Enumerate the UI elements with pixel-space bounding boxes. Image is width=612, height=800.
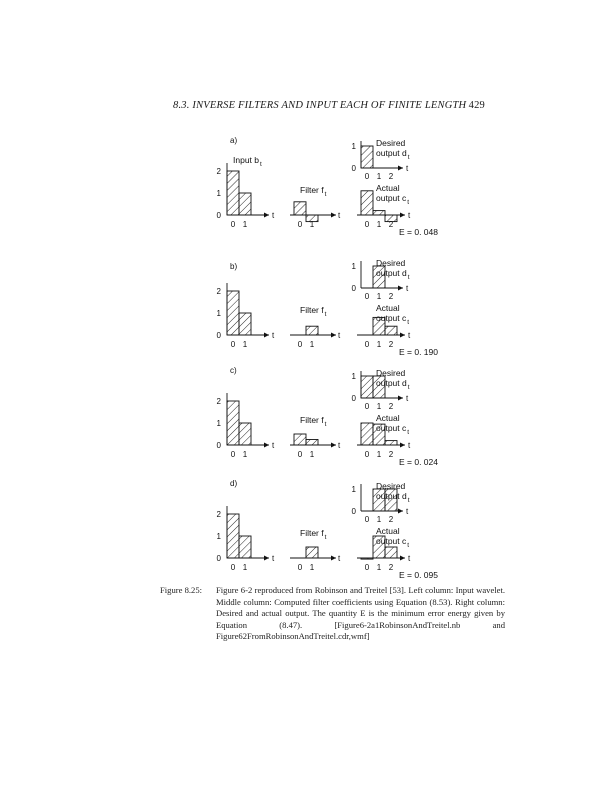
desired-tick-x: 0 <box>364 292 370 301</box>
actual-tick-x: 2 <box>388 563 394 572</box>
actual-tick-x: 1 <box>376 450 382 459</box>
desired-tick-x: 2 <box>388 292 394 301</box>
input-tick-x: 1 <box>242 340 248 349</box>
filter-axis-var: t <box>338 554 341 563</box>
desired-tick-y: 0 <box>351 394 356 403</box>
desired-axis-var: t <box>406 164 409 173</box>
desired-tick-x: 1 <box>376 172 382 181</box>
input-bar-0 <box>227 291 239 335</box>
panel-1 <box>217 258 439 357</box>
actual-label-1: Actual <box>376 303 400 313</box>
input-tick-x: 0 <box>230 563 236 572</box>
desired-label-1: Desired <box>376 258 406 268</box>
desired-label-2: output $d_t$ <box>376 268 410 281</box>
actual-bar-2 <box>385 441 397 445</box>
input-axis-var: t <box>272 331 275 340</box>
actual-tick-x: 1 <box>376 340 382 349</box>
desired-tick-y: 0 <box>351 164 356 173</box>
input-tick-x: 1 <box>242 450 248 459</box>
panel-2 <box>217 366 439 467</box>
input-axis-var: t <box>272 211 275 220</box>
input-bar-0 <box>227 401 239 445</box>
desired-tick-x: 0 <box>364 402 370 411</box>
input-tick-y: 0 <box>216 331 221 340</box>
input-tick-y: 0 <box>216 441 221 450</box>
input-tick-y: 1 <box>216 189 221 198</box>
filter-tick-x: 1 <box>309 563 315 572</box>
error-energy: E = 0. 190 <box>399 347 438 357</box>
actual-tick-x: 0 <box>364 563 370 572</box>
actual-bar-0 <box>361 558 373 559</box>
panel-label: d) <box>230 479 238 488</box>
panel-label: c) <box>230 366 237 375</box>
actual-tick-x: 0 <box>364 450 370 459</box>
desired-haxis-head <box>398 166 403 171</box>
desired-tick-x: 1 <box>376 515 382 524</box>
input-tick-y: 2 <box>216 397 221 406</box>
desired-tick-x: 2 <box>388 515 394 524</box>
input-haxis-head <box>264 556 269 561</box>
desired-tick-y: 1 <box>351 142 356 151</box>
input-axis-var: t <box>272 441 275 450</box>
desired-tick-y: 0 <box>351 284 356 293</box>
actual-tick-x: 2 <box>388 340 394 349</box>
filter-tick-x: 0 <box>297 563 303 572</box>
actual-tick-x: 0 <box>364 220 370 229</box>
filter-label: Filter $f_t$ <box>300 528 327 541</box>
filter-axis-var: t <box>338 211 341 220</box>
desired-tick-y: 1 <box>351 262 356 271</box>
input-tick-x: 0 <box>230 450 236 459</box>
input-tick-x: 1 <box>242 220 248 229</box>
input-bar-1 <box>239 536 251 558</box>
desired-bar-0 <box>361 146 373 168</box>
section-title: 8.3. INVERSE FILTERS AND INPUT EACH OF FINITE LENGTH <box>173 100 467 111</box>
panel-label: a) <box>230 136 238 145</box>
desired-label-2: output $d_t$ <box>376 491 410 504</box>
filter-bar-1 <box>306 326 318 335</box>
actual-haxis-head <box>400 556 405 561</box>
input-haxis-head <box>264 333 269 338</box>
filter-axis-var: t <box>338 331 341 340</box>
filter-tick-x: 0 <box>297 340 303 349</box>
desired-tick-x: 1 <box>376 292 382 301</box>
input-tick-y: 1 <box>216 309 221 318</box>
actual-axis-var: t <box>408 441 411 450</box>
input-tick-y: 2 <box>216 287 221 296</box>
filter-label: Filter $f_t$ <box>300 415 327 428</box>
actual-tick-x: 1 <box>376 563 382 572</box>
desired-haxis-head <box>398 509 403 514</box>
desired-label-2: output $d_t$ <box>376 378 410 391</box>
actual-label-2: output $c_t$ <box>376 423 410 436</box>
desired-axis-var: t <box>406 507 409 516</box>
actual-axis-var: t <box>408 554 411 563</box>
filter-axis-var: t <box>338 441 341 450</box>
desired-axis-var: t <box>406 394 409 403</box>
actual-haxis-head <box>400 213 405 218</box>
desired-label-2: output $d_t$ <box>376 148 410 161</box>
input-bar-1 <box>239 193 251 215</box>
filter-bar-1 <box>306 440 318 446</box>
input-bar-1 <box>239 313 251 335</box>
actual-bar-0 <box>361 423 373 445</box>
actual-bar-1 <box>373 211 385 215</box>
desired-tick-y: 1 <box>351 372 356 381</box>
input-tick-x: 0 <box>230 220 236 229</box>
actual-label-2: output $c_t$ <box>376 313 410 326</box>
input-bar-1 <box>239 423 251 445</box>
input-axis-var: t <box>272 554 275 563</box>
input-tick-y: 1 <box>216 419 221 428</box>
actual-label-2: output $c_t$ <box>376 193 410 206</box>
actual-haxis-head <box>400 333 405 338</box>
input-tick-y: 2 <box>216 510 221 519</box>
input-tick-y: 0 <box>216 554 221 563</box>
actual-label-2: output $c_t$ <box>376 536 410 549</box>
desired-haxis-head <box>398 396 403 401</box>
filter-label: Filter $f_t$ <box>300 185 327 198</box>
actual-tick-x: 2 <box>388 450 394 459</box>
desired-axis-var: t <box>406 284 409 293</box>
filter-tick-x: 1 <box>309 340 315 349</box>
desired-tick-y: 0 <box>351 507 356 516</box>
filter-haxis-head <box>331 333 336 338</box>
input-tick-y: 1 <box>216 532 221 541</box>
input-tick-y: 0 <box>216 211 221 220</box>
actual-tick-x: 2 <box>388 220 394 229</box>
filter-tick-x: 1 <box>309 450 315 459</box>
error-energy: E = 0. 095 <box>399 570 438 580</box>
actual-haxis-head <box>400 443 405 448</box>
input-tick-x: 1 <box>242 563 248 572</box>
error-energy: E = 0. 024 <box>399 457 438 467</box>
desired-bar-0 <box>361 376 373 398</box>
filter-tick-x: 0 <box>297 220 303 229</box>
input-bar-0 <box>227 171 239 215</box>
desired-tick-x: 1 <box>376 402 382 411</box>
actual-tick-x: 0 <box>364 340 370 349</box>
panel-3 <box>217 479 439 580</box>
desired-tick-x: 2 <box>388 172 394 181</box>
desired-tick-x: 0 <box>364 515 370 524</box>
desired-label-1: Desired <box>376 138 406 148</box>
page-number: 429 <box>468 100 485 111</box>
filter-tick-x: 0 <box>297 450 303 459</box>
desired-tick-y: 1 <box>351 485 356 494</box>
desired-tick-x: 0 <box>364 172 370 181</box>
caption-text: Figure 6-2 reproduced from Robinson and Treitel [53]. Left column: Input wavelet. Middle column: Computed filter coefficients using Equation (8.53). Right column: Desired and actual output. The quantity E is the minimum error energy given by Equation (8.47). [Figure6-2a1RobinsonAndTreitel.nb and Figure62FromRobinsonAndTreitel.cdr,wmf] <box>216 585 505 642</box>
panel-label: b) <box>230 262 238 271</box>
desired-label-1: Desired <box>376 481 406 491</box>
filter-haxis-head <box>331 443 336 448</box>
input-tick-x: 0 <box>230 340 236 349</box>
desired-haxis-head <box>398 286 403 291</box>
desired-tick-x: 2 <box>388 402 394 411</box>
panel-0 <box>217 136 439 237</box>
error-energy: E = 0. 048 <box>399 227 438 237</box>
filter-haxis-head <box>331 556 336 561</box>
filter-bar-1 <box>306 547 318 558</box>
actual-bar-0 <box>361 191 373 215</box>
actual-bar-2 <box>385 326 397 335</box>
actual-axis-var: t <box>408 331 411 340</box>
input-tick-y: 2 <box>216 167 221 176</box>
input-haxis-head <box>264 443 269 448</box>
filter-haxis-head <box>331 213 336 218</box>
input-haxis-head <box>264 213 269 218</box>
actual-axis-var: t <box>408 211 411 220</box>
actual-tick-x: 1 <box>376 220 382 229</box>
actual-label-1: Actual <box>376 526 400 536</box>
actual-bar-2 <box>385 547 397 558</box>
actual-label-1: Actual <box>376 183 400 193</box>
input-label: Input $b_t$ <box>233 155 262 168</box>
filter-label: Filter $f_t$ <box>300 305 327 318</box>
filter-bar-0 <box>294 434 306 445</box>
desired-label-1: Desired <box>376 368 406 378</box>
filter-tick-x: 1 <box>309 220 315 229</box>
filter-bar-0 <box>294 202 306 215</box>
input-bar-0 <box>227 514 239 558</box>
actual-label-1: Actual <box>376 413 400 423</box>
caption-label: Figure 8.25: <box>160 585 203 595</box>
